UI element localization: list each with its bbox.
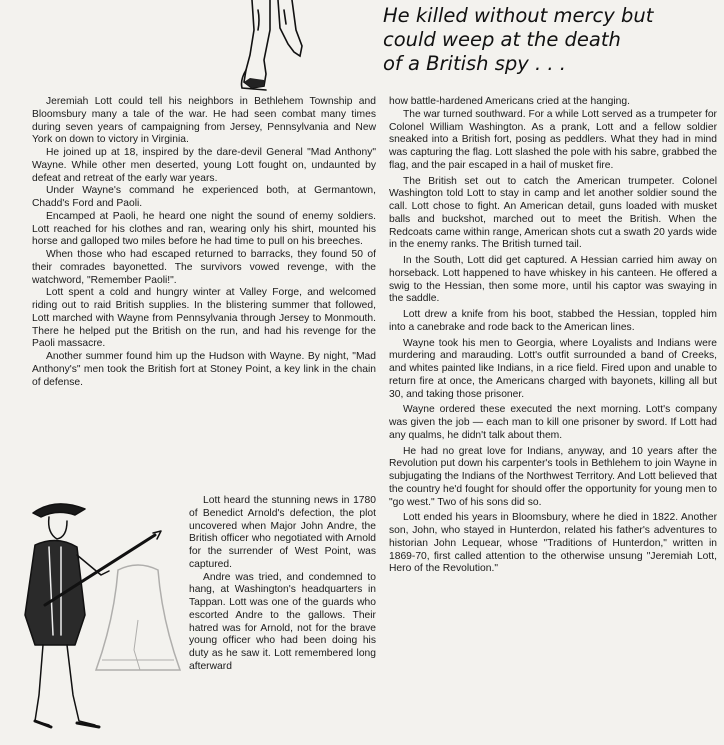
paragraph: Wayne took his men to Georgia, where Loyalists and Indians were murdering and marauding. Lott's outfit surrounded a band of Creeks, and whites painted like Indians, in a rice field. Fired upon and unable to return fire at once, the Americans charged with bayonets, killing all but 30, and taking those prisoner. [389, 337, 717, 400]
paragraph: Under Wayne's command he experienced both, at Germantown, Chadd's Ford and Paoli. [32, 185, 376, 209]
headline-line-1: He killed without mercy but [383, 4, 654, 27]
left-column [32, 96, 376, 389]
paragraph: The war turned southward. For a while Lott served as a trumpeter for Colonel William Washington. As a prank, Lott and a fellow soldier sneaked into a British fort, posing as peddlers. What they had in mind was capturing the flag. Lott slashed the pole with his sabre, grabbed the flag, and the pair escaped in a hail of musket fire. [389, 108, 717, 171]
headline-line-2: could weep at the death [383, 28, 621, 51]
paragraph: Lott heard the stunning news in 1780 of Benedict Arnold's defection, the plot uncovered when Major John Andre, the British officer who negotiated with Arnold for the surrender of West Point, was captured. [189, 495, 376, 570]
lower-column [189, 495, 376, 674]
paragraph: The British set out to catch the American trumpeter. Colonel Washington told Lott to stay in camp and let another soldier sound the call. Lott chose to fight. An American detail, guns loaded with musket balls and buckshot, marched out to meet the British. When the Redcoats came within range, American shots cut a swath 20 yards wide in the enemy ranks. The British turned tail. [389, 175, 717, 251]
figure-legs-illustration [230, 0, 320, 92]
paragraph: Jeremiah Lott could tell his neighbors in Bethlehem Township and Bloomsbury many a tale of the war. He had seen combat many times during seven years of campaigning from Jersey, Pennsylvania and New York on down to victory in Virginia. [32, 96, 376, 146]
paragraph: Encamped at Paoli, he heard one night the sound of enemy soldiers. Lott reached for his clothes and ran, wearing only his shirt, mounted his horse and galloped two miles before he had time to pull on his breeches. [32, 210, 376, 248]
headline-line-3: of a British spy . . . [383, 52, 567, 75]
paragraph: Andre was tried, and condemned to hang, at Washington's headquarters in Tappan. Lott was one of the guards who escorted Andre to the gallows. Their hatred was for Arnold, not for the brave young officer who had been doing his duty as he saw it. Lott remembered long afterward [189, 571, 376, 672]
paragraph-continuation: how battle-hardened Americans cried at the hanging. [389, 96, 630, 107]
paragraph: He had no great love for Indians, anyway, and 10 years after the Revolution put down his carpenter's tools in Bethlehem to join Wayne in subjugating the Indians of the Northwest Territory. And Lott believed that the country he'd fought for should offer the opportunity for young men to "go west." Two of his sons did so. [389, 445, 717, 508]
paragraph: Lott spent a cold and hungry winter at Valley Forge, and welcomed riding out to raid British supplies. In the blistering summer that followed, Lott marched with Wayne from Pennsylvania through Jersey to Monmouth. There he helped put the British on the run, and had his revenge for the Paoli massacre. [32, 287, 376, 350]
paragraph: In the South, Lott did get captured. A Hessian carried him away on horseback. Lott happened to have whiskey in his canteen. He offered a swig to the Hessian, then some more, until his captor was swaying in the saddle. [389, 255, 717, 305]
revolutionary-soldier-with-musket-illustration [5, 495, 185, 735]
paragraph: Wayne ordered these executed the next morning. Lott's company was given the job — each man to kill one prisoner by sword. If Lott had any qualms, he didn't talk about them. [389, 404, 717, 441]
paragraph: Lott drew a knife from his boot, stabbed the Hessian, toppled him into a canebrake and rode back to the American lines. [389, 309, 717, 333]
paragraph: Lott ended his years in Bloomsbury, where he died in 1822. Another son, John, who stayed in Hunterdon, related his father's adventures to historian John Lequear, whose "Traditions of Hunterdon," written in 1869-70, first called attention to the otherwise unsung "Jeremiah Lott, Hero of the Revolution." [389, 512, 717, 575]
right-column [389, 96, 717, 579]
paragraph: Another summer found him up the Hudson with Wayne. By night, "Mad Anthony's" men took the British fort at Stoney Point, a key link in the chain of defense. [32, 351, 376, 388]
paragraph: He joined up at 18, inspired by the dare-devil General "Mad Anthony" Wayne. While other men deserted, young Lott fought on, undaunted by defeat and retreat of the early war years. [32, 147, 376, 184]
paragraph: When those who had escaped returned to barracks, they found 50 of their comrades bayonetted. The survivors vowed revenge, with the watchword, "Remember Paoli!". [32, 249, 376, 286]
article-headline [383, 4, 718, 76]
